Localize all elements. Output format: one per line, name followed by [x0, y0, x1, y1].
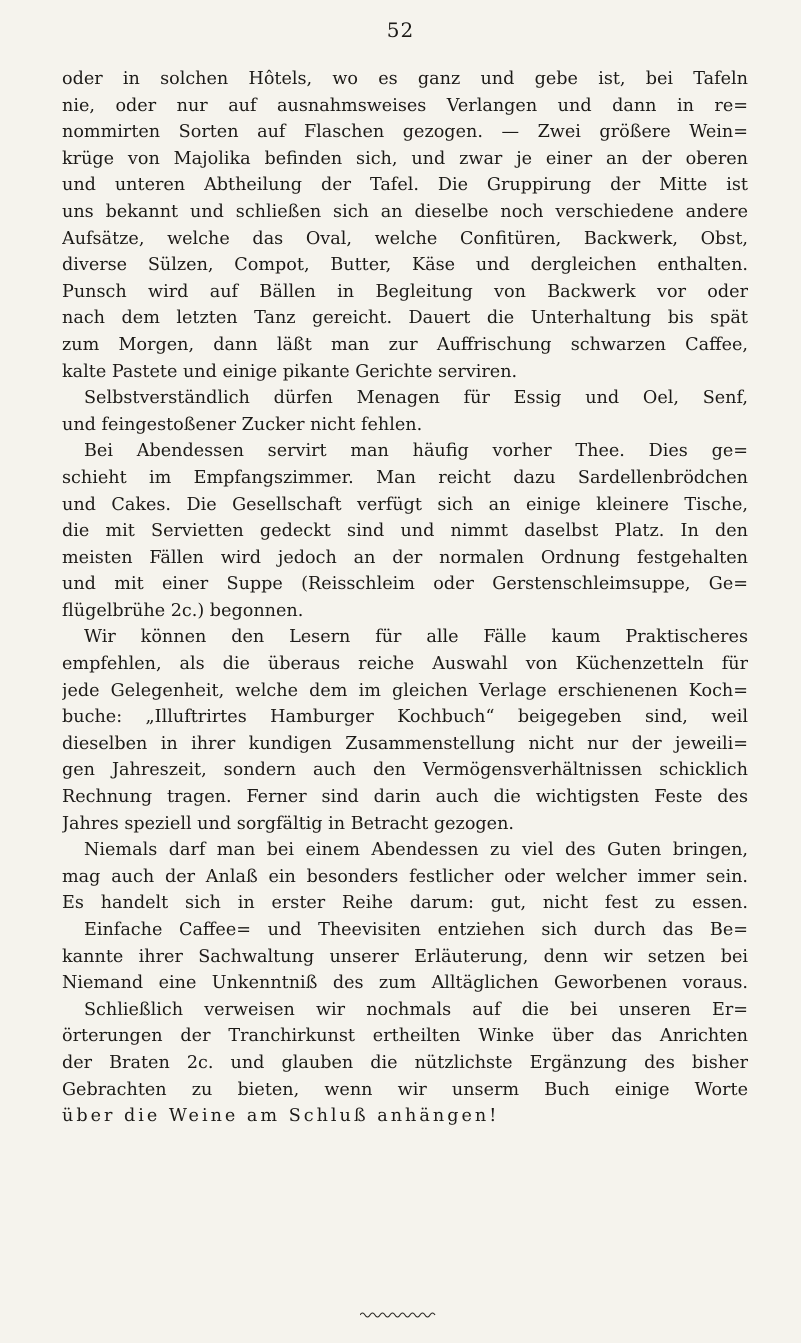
- text-line: Bei Abendessen servirt man häufig vorher Thee. Dies ge=: [84, 441, 748, 462]
- text-line: und feingestoßener Zucker nicht fehlen.: [62, 414, 423, 435]
- text-line: über die Weine am Schluß anhängen!: [62, 1106, 500, 1127]
- text-line: empfehlen, als die überaus reiche Auswahl von Küchenzetteln für: [62, 654, 748, 675]
- text-line: Rechnung tragen. Ferner sind darin auch die wichtigsten Feste des: [62, 787, 748, 808]
- text-line: dieselben in ihrer kundigen Zusammenstellung nicht nur der jeweili=: [62, 733, 748, 754]
- text-line: Selbstverständlich dürfen Menagen für Essig und Oel, Senf,: [84, 388, 748, 409]
- text-line: flügelbrühe 2c.) begonnen.: [62, 600, 304, 621]
- text-line: krüge von Majolika befinden sich, und zwar je einer an der oberen: [62, 148, 748, 169]
- text-line: Niemand eine Unkenntniß des zum Alltäglichen Geworbenen voraus.: [62, 973, 748, 994]
- text-line: Es handelt sich in erster Reihe darum: gut, nicht fest zu essen.: [62, 893, 748, 914]
- text-line: mag auch der Anlaß ein besonders festlicher oder welcher immer sein.: [62, 866, 748, 887]
- paragraph-3: [62, 624, 748, 837]
- text-line: Jahres speziell und sorgfältig in Betracht gezogen.: [62, 813, 515, 834]
- text-line: die mit Servietten gedeckt sind und nimmt daselbst Platz. In den: [62, 521, 748, 542]
- paragraph-1: [62, 66, 748, 438]
- text-line: örterungen der Tranchirkunst ertheilten Winke über das Anrichten: [62, 1026, 748, 1047]
- text-line: oder in solchen Hôtels, wo es ganz und gebe ist, bei Tafeln: [62, 69, 748, 89]
- text-line: kannte ihrer Sachwaltung unserer Erläuterung, denn wir setzen bei: [62, 946, 748, 967]
- paragraph-2: [62, 438, 748, 624]
- text-line: Gebrachten zu bieten, wenn wir unserm Buch einige Worte: [62, 1079, 748, 1100]
- text-line: gen Jahreszeit, sondern auch den Vermögensverhältnissen schicklich: [62, 760, 748, 781]
- text-line: nie, oder nur auf ausnahmsweises Verlangen und dann in re=: [62, 95, 748, 116]
- text-line: und mit einer Suppe (Reisschleim oder Gerstenschleimsuppe, Ge=: [62, 574, 748, 595]
- text-line: Aufsätze, welche das Oval, welche Confitüren, Backwerk, Obst,: [62, 228, 748, 249]
- body-text: [62, 66, 748, 1130]
- text-line: zum Morgen, dann läßt man zur Auffrischung schwarzen Caffee,: [62, 334, 748, 355]
- paragraph-4: [62, 837, 748, 1130]
- text-line: Einfache Caffee= und Theevisiten entziehen sich durch das Be=: [84, 920, 748, 940]
- text-line: buche: „Illuftrirtes Hamburger Kochbuch“ beigegeben sind, weil: [62, 707, 748, 728]
- text-line: kalte Pastete und einige pikante Gerichte serviren.: [62, 361, 518, 382]
- text-line: schieht im Empfangszimmer. Man reicht dazu Sardellenbrödchen: [62, 467, 748, 488]
- text-line: Niemals darf man bei einem Abendessen zu viel des Guten bringen,: [84, 840, 748, 861]
- text-line: nach dem letzten Tanz gereicht. Dauert die Unterhaltung bis spät: [62, 308, 748, 329]
- text-line: und Cakes. Die Gesellschaft verfügt sich an einige kleinere Tische,: [62, 494, 748, 515]
- text-line: uns bekannt und schließen sich an dieselbe noch verschiedene andere: [62, 201, 748, 222]
- text-line: jede Gelegenheit, welche dem im gleichen Verlage erschienenen Koch=: [62, 680, 748, 701]
- text-line: Schließlich verweisen wir nochmals auf die bei unseren Er=: [84, 999, 748, 1020]
- text-line: nommirten Sorten auf Flaschen gezogen. — Zwei größere Wein=: [62, 122, 748, 143]
- text-line: diverse Sülzen, Compot, Butter, Käse und dergleichen enthalten.: [62, 255, 748, 276]
- text-line: Wir können den Lesern für alle Fälle kaum Praktischeres: [84, 627, 748, 648]
- text-line: und unteren Abtheilung der Tafel. Die Gruppirung der Mitte ist: [62, 175, 748, 196]
- text-line: meisten Fällen wird jedoch an der normalen Ordnung festgehalten: [62, 547, 748, 568]
- text-line: der Braten 2c. und glauben die nützlichste Ergänzung des bisher: [62, 1052, 748, 1073]
- text-line: Punsch wird auf Bällen in Begleitung von Backwerk vor oder: [62, 281, 748, 302]
- page-number: 52: [386, 18, 415, 42]
- decorative-squiggle-divider: [360, 1311, 436, 1319]
